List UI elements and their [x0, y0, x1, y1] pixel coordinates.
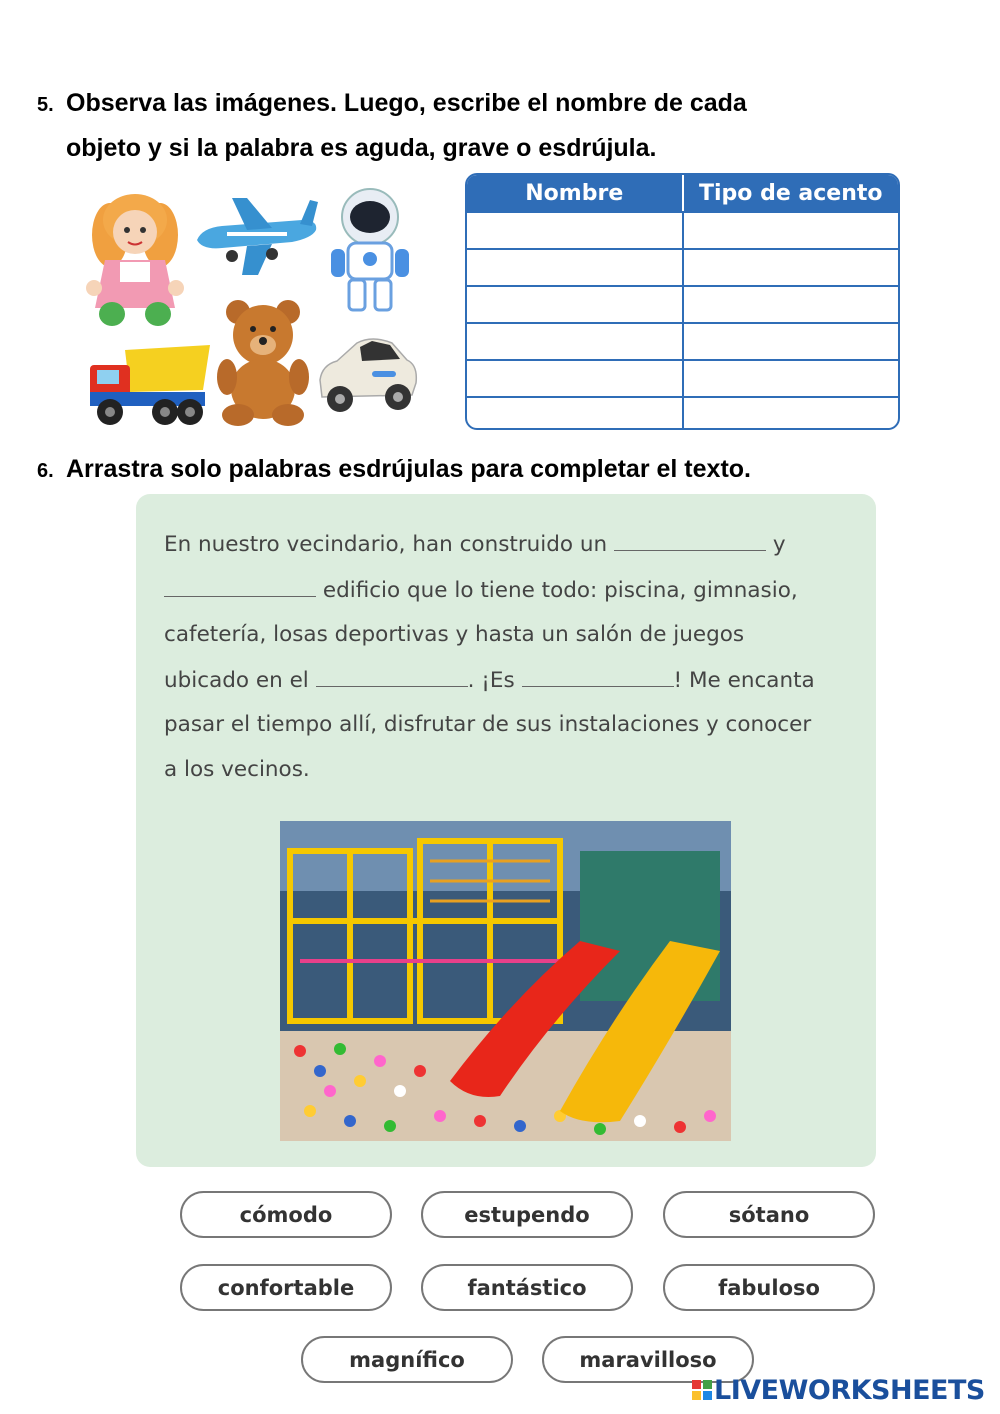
table-row — [467, 396, 898, 430]
toy-car-image — [312, 325, 422, 420]
dump-truck-image — [85, 340, 215, 430]
tipo-acento-cell[interactable] — [684, 398, 899, 430]
blank-drop-zone-3[interactable] — [316, 658, 468, 687]
text-segment: pasar el tiempo allí, disfrutar de sus instalaciones y conocer — [164, 712, 812, 737]
tipo-acento-cell[interactable] — [684, 287, 899, 322]
text-segment: ! Me encanta — [673, 667, 815, 693]
reading-box — [136, 494, 876, 1167]
robot-image — [323, 185, 418, 315]
nombre-cell[interactable] — [467, 398, 684, 430]
question-number: 6. — [37, 460, 54, 482]
text-segment: ubicado en el — [164, 667, 309, 693]
text-segment: cafetería, losas deportivas y hasta un salón de juegos — [164, 622, 745, 647]
teddy-bear-image — [213, 297, 313, 427]
answer-table — [465, 173, 900, 430]
nombre-cell[interactable] — [467, 213, 684, 248]
text-segment: a los vecinos. — [164, 756, 310, 782]
question-line: objeto y si la palabra es aguda, grave o esdrújula. — [66, 134, 657, 162]
table-row — [467, 211, 898, 248]
table-row — [467, 359, 898, 396]
logo-text: LIVEWORKSHEETS — [714, 1374, 985, 1406]
question-5-title — [37, 82, 747, 170]
nombre-cell[interactable] — [467, 250, 684, 285]
word-chip-sotano[interactable]: sótano — [663, 1191, 875, 1238]
text-segment: y — [772, 532, 786, 557]
text-segment: En nuestro vecindario, han construido un — [164, 532, 608, 557]
word-chip-magnifico[interactable]: magnífico — [301, 1336, 513, 1383]
doll-image — [80, 190, 190, 330]
tipo-acento-cell[interactable] — [684, 213, 899, 248]
nombre-cell[interactable] — [467, 324, 684, 359]
tipo-acento-cell[interactable] — [684, 324, 899, 359]
nombre-cell[interactable] — [467, 287, 684, 322]
blank-drop-zone-1[interactable] — [614, 522, 766, 551]
word-chip-fantastico[interactable]: fantástico — [421, 1264, 633, 1311]
word-chip-maravilloso[interactable]: maravilloso — [542, 1336, 754, 1383]
text-segment: . ¡Es — [467, 667, 515, 693]
airplane-image — [192, 190, 322, 280]
word-chip-estupendo[interactable]: estupendo — [421, 1191, 633, 1238]
question-line: Arrastra solo palabras esdrújulas para completar el texto. — [66, 455, 751, 483]
nombre-cell[interactable] — [467, 361, 684, 396]
blank-drop-zone-4[interactable] — [522, 658, 674, 687]
text-segment: edificio que lo tiene todo: piscina, gimnasio, — [322, 577, 798, 603]
logo-mark-icon — [692, 1380, 712, 1400]
toy-images — [80, 185, 420, 430]
word-chip-confortable[interactable]: confortable — [180, 1264, 392, 1311]
tipo-acento-cell[interactable] — [684, 361, 899, 396]
table-row — [467, 285, 898, 322]
table-row — [467, 322, 898, 359]
table-row — [467, 248, 898, 285]
word-chip-fabuloso[interactable]: fabuloso — [663, 1264, 875, 1311]
playground-photo — [280, 821, 731, 1141]
column-header-tipo-acento: Tipo de acento — [699, 180, 883, 206]
word-chip-comodo[interactable]: cómodo — [180, 1191, 392, 1238]
question-6-title — [37, 448, 751, 493]
tipo-acento-cell[interactable] — [684, 250, 899, 285]
reading-text — [164, 522, 854, 792]
question-line: Observa las imágenes. Luego, escribe el nombre de cada — [66, 89, 747, 117]
blank-drop-zone-2[interactable] — [164, 568, 316, 597]
table-header — [467, 175, 898, 211]
liveworksheets-logo — [692, 1373, 985, 1407]
column-header-nombre: Nombre — [467, 175, 684, 211]
question-number: 5. — [37, 94, 54, 116]
